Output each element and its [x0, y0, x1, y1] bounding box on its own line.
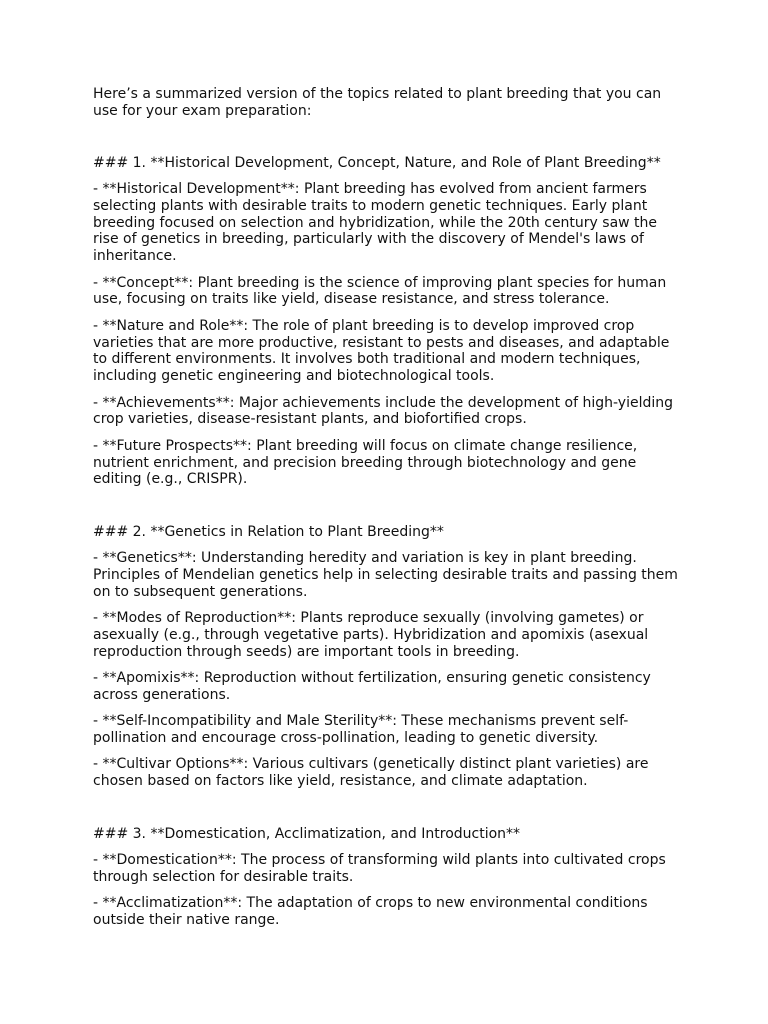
bullet-paragraph: - **Future Prospects**: Plant breeding will focus on climate change resilience, nutrient enrichment, and precision breeding through biotechnology and gene editing (e.g., CRISPR). — [93, 437, 638, 488]
bullet-paragraph: - **Self-Incompatibility and Male Sterility**: These mechanisms prevent self-pollination and encourage cross-pollination, leading to genetic diversity. — [93, 713, 629, 747]
bullet-paragraph: - **Historical Development**: Plant breeding has evolved from ancient farmers selecting plants with desirable traits to modern genetic techniques. Early plant breeding focused on selection and hybridization, while the 20th century saw the rise of genetics in breeding, particularly with the discovery of Mendel's laws of inheritance. — [93, 180, 658, 265]
spacer — [93, 120, 683, 155]
intro-paragraph: Here’s a summarized version of the topics related to plant breeding that you can use for your exam preparation: — [93, 86, 662, 119]
bullet-paragraph: - **Nature and Role**: The role of plant breeding is to develop improved crop varieties that are more productive, resistant to pests and diseases, and adaptable to different environments. It involves both traditional and modern techniques, including genetic engineering and biotechnological tools. — [93, 317, 670, 385]
spacer — [93, 800, 683, 826]
bullet-paragraph: - **Modes of Reproduction**: Plants reproduce sexually (involving gametes) or asexually (e.g., through vegetative parts). Hybridization and apomixis (asexual reproduction through seeds) are important tools in breeding. — [93, 610, 649, 660]
section-2 — [93, 524, 683, 790]
bullet-paragraph: - **Achievements**: Major achievements include the development of high-yielding crop varieties, disease-resistant plants, and biofortified crops. — [93, 394, 673, 428]
document-page — [93, 86, 683, 938]
section-heading: ### 1. **Historical Development, Concept, Nature, and Role of Plant Breeding** — [93, 154, 661, 171]
bullet-paragraph: - **Concept**: Plant breeding is the science of improving plant species for human use, focusing on traits like yield, disease resistance, and stress tolerance. — [93, 274, 667, 308]
bullet-paragraph: - **Cultivar Options**: Various cultivars (genetically distinct plant varieties) are chosen based on factors like yield, resistance, and climate adaptation. — [93, 756, 649, 790]
section-heading: ### 2. **Genetics in Relation to Plant Breeding** — [93, 523, 444, 540]
section-heading: ### 3. **Domestication, Acclimatization, and Introduction** — [93, 825, 521, 842]
section-3 — [93, 826, 683, 929]
section-1 — [93, 155, 683, 489]
spacer — [93, 498, 683, 524]
bullet-paragraph: - **Domestication**: The process of transforming wild plants into cultivated crops through selection for desirable traits. — [93, 852, 666, 885]
bullet-paragraph: - **Genetics**: Understanding heredity and variation is key in plant breeding. Principles of Mendelian genetics help in selecting desirable traits and passing them on to subsequent generations. — [93, 550, 678, 600]
bullet-paragraph: - **Acclimatization**: The adaptation of crops to new environmental conditions outside their native range. — [93, 895, 648, 928]
bullet-paragraph: - **Apomixis**: Reproduction without fertilization, ensuring genetic consistency across generations. — [93, 670, 651, 703]
